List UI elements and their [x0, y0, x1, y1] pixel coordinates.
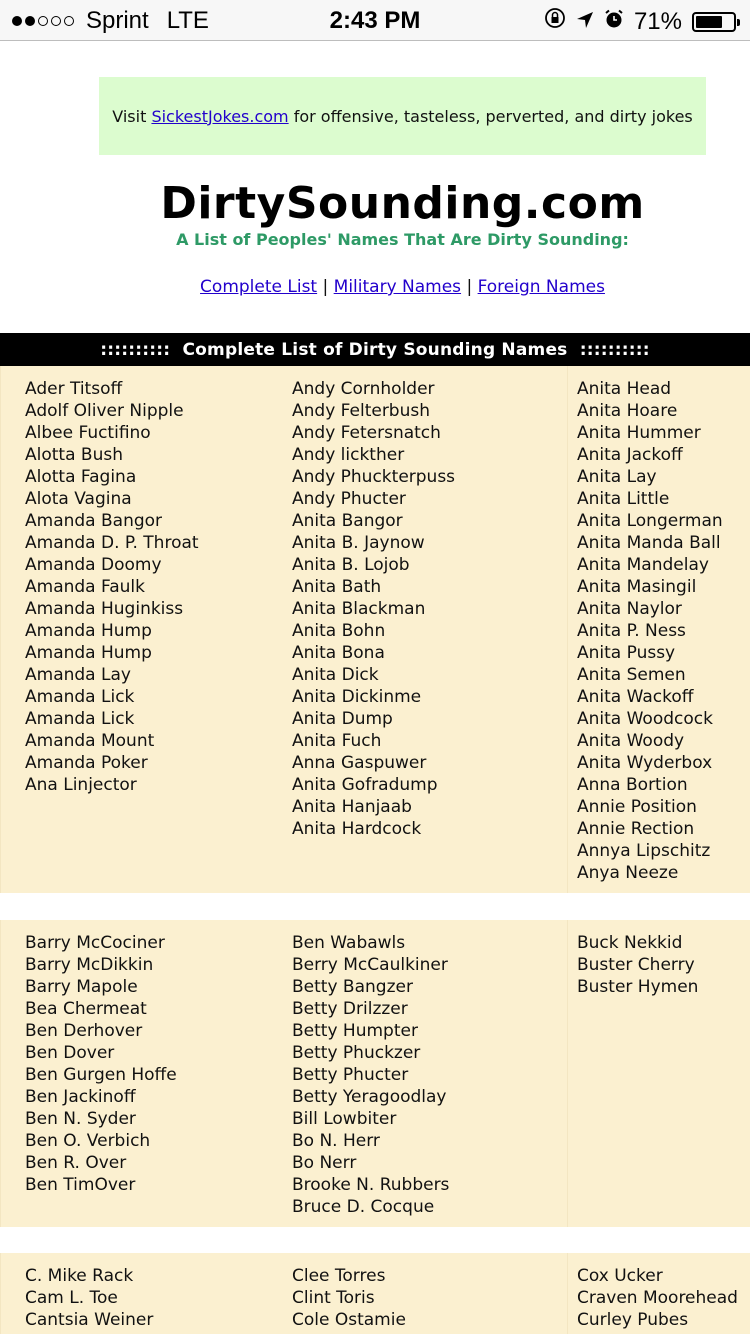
name-item: Cam L. Toe [25, 1288, 118, 1308]
names-column-2 [283, 366, 567, 893]
name-item: Ana Linjector [25, 775, 137, 795]
name-item: Amanda Lay [25, 665, 131, 685]
name-item: Betty Phucter [292, 1065, 409, 1085]
name-item: Bea Chermeat [25, 999, 147, 1019]
name-item: Barry McCociner [25, 933, 165, 953]
name-item: Anita P. Ness [577, 621, 686, 641]
name-item: Anita Hardcock [292, 819, 422, 839]
name-item: Ader Titsoff [25, 379, 123, 399]
name-item: Amanda Doomy [25, 555, 162, 575]
name-item: Amanda D. P. Throat [25, 533, 199, 553]
name-item: Betty Yeragoodlay [292, 1087, 447, 1107]
name-item: Anita Fuch [292, 731, 382, 751]
name-item: Betty Bangzer [292, 977, 413, 997]
status-bar [0, 0, 750, 41]
name-item: Cole Ostamie [292, 1310, 406, 1330]
name-item: Annya Lipschitz [577, 841, 711, 861]
name-item: Anita Dump [292, 709, 393, 729]
orientation-lock-icon [544, 7, 566, 36]
name-item: Buck Nekkid [577, 933, 683, 953]
name-item: Adolf Oliver Nipple [25, 401, 184, 421]
names-column-1 [0, 920, 283, 1227]
name-item: Anita Mandelay [577, 555, 709, 575]
names-column-3 [567, 1253, 750, 1334]
name-item: Amanda Lick [25, 709, 135, 729]
name-item: Anita Masingil [577, 577, 697, 597]
name-item: Amanda Poker [25, 753, 148, 773]
name-item: Anita B. Lojob [292, 555, 410, 575]
names-column-1 [0, 366, 283, 893]
name-item: Bruce D. Cocque [292, 1197, 435, 1217]
status-right [544, 7, 736, 36]
name-item: Ben O. Verbich [25, 1131, 151, 1151]
name-item: Andy Phucter [292, 489, 406, 509]
name-item: Alotta Bush [25, 445, 123, 465]
name-item: Anita Naylor [577, 599, 682, 619]
name-item: Amanda Hump [25, 643, 152, 663]
name-item: Anita Woody [577, 731, 685, 751]
name-item: Cox Ucker [577, 1266, 663, 1286]
name-item: Ben Dover [25, 1043, 115, 1063]
name-item: Anita Woodcock [577, 709, 713, 729]
name-item: Ben Wabawls [292, 933, 406, 953]
name-item: Ben TimOver [25, 1175, 136, 1195]
names-column-2 [283, 920, 567, 1227]
name-item: Anita Little [577, 489, 670, 509]
names-column-3 [567, 366, 750, 893]
location-arrow-icon [576, 8, 594, 36]
name-item: Amanda Mount [25, 731, 155, 751]
name-item: Betty Phuckzer [292, 1043, 421, 1063]
name-item: Anita Dickinme [292, 687, 422, 707]
name-item: Alota Vagina [25, 489, 132, 509]
names-block-a [0, 366, 750, 893]
list-header: :::::::::: Complete List of Dirty Sounding Names :::::::::: [0, 333, 750, 366]
name-item: Andy Cornholder [292, 379, 435, 399]
name-item: Bill Lowbiter [292, 1109, 397, 1129]
name-item: Anita Semen [577, 665, 686, 685]
name-item: Betty Drilzzer [292, 999, 408, 1019]
nav-separator: | [466, 277, 473, 297]
name-item: Bo Nerr [292, 1153, 357, 1173]
alarm-icon [604, 8, 624, 36]
name-item: Betty Humpter [292, 1021, 418, 1041]
name-item: Buster Hymen [577, 977, 699, 997]
name-item: Anita Hanjaab [292, 797, 412, 817]
name-item: Anita Wackoff [577, 687, 694, 707]
name-item: Andy Phuckterpuss [292, 467, 456, 487]
name-item: Amanda Lick [25, 687, 135, 707]
name-item: Anita Pussy [577, 643, 676, 663]
name-item: Curley Pubes [577, 1310, 689, 1330]
name-item: Anita B. Jaynow [292, 533, 425, 553]
name-item: Anita Bangor [292, 511, 403, 531]
name-item: Cantsia Weiner [25, 1310, 154, 1330]
name-item: Anita Bohn [292, 621, 386, 641]
name-item: Anita Hoare [577, 401, 678, 421]
battery-icon [692, 12, 736, 32]
name-item: Buster Cherry [577, 955, 695, 975]
nav-complete-list[interactable]: Complete List [200, 277, 318, 297]
ad-banner [99, 77, 706, 155]
name-item: Anita Hummer [577, 423, 701, 443]
names-column-2 [283, 1253, 567, 1334]
name-item: Alotta Fagina [25, 467, 137, 487]
name-item: Andy Felterbush [292, 401, 431, 421]
name-item: Amanda Faulk [25, 577, 145, 597]
name-item: Clint Toris [292, 1288, 375, 1308]
name-item: Brooke N. Rubbers [292, 1175, 450, 1195]
name-item: C. Mike Rack [25, 1266, 134, 1286]
name-item: Anita Lay [577, 467, 657, 487]
network-label: LTE [166, 7, 209, 34]
name-item: Ben Derhover [25, 1021, 143, 1041]
name-item: Anya Neeze [577, 863, 679, 883]
name-item: Amanda Bangor [25, 511, 163, 531]
nav-links [0, 277, 750, 297]
nav-separator: | [322, 277, 329, 297]
name-item: Ben R. Over [25, 1153, 127, 1173]
name-item: Anna Gaspuwer [292, 753, 427, 773]
name-item: Anita Jackoff [577, 445, 683, 465]
name-item: Andy Fetersnatch [292, 423, 441, 443]
name-item: Albee Fuctifino [25, 423, 151, 443]
name-item: Anita Bona [292, 643, 385, 663]
banner-prefix: Visit [112, 106, 152, 126]
name-item: Anita Bath [292, 577, 382, 597]
name-item: Ben N. Syder [25, 1109, 136, 1129]
names-block-c [0, 1253, 750, 1334]
name-item: Annie Position [577, 797, 697, 817]
site-title: DirtySounding.com [160, 178, 645, 229]
name-item: Amanda Hump [25, 621, 152, 641]
names-column-1 [0, 1253, 283, 1334]
names-block-b [0, 920, 750, 1227]
site-subtitle: A List of Peoples' Names That Are Dirty Sounding: [176, 230, 629, 249]
name-item: Berry McCaulkiner [292, 955, 448, 975]
name-item: Annie Rection [577, 819, 695, 839]
name-item: Anita Manda Ball [577, 533, 721, 553]
name-item: Anita Longerman [577, 511, 723, 531]
carrier-label: Sprint [86, 7, 149, 34]
name-item: Craven Moorehead [577, 1288, 738, 1308]
name-item: Barry McDikkin [25, 955, 154, 975]
name-item: Ben Jackinoff [25, 1087, 136, 1107]
name-item: Clee Torres [292, 1266, 386, 1286]
name-item: Anna Bortion [577, 775, 688, 795]
name-item: Anita Dick [292, 665, 379, 685]
clock: 2:43 PM [329, 7, 421, 34]
name-item: Amanda Huginkiss [25, 599, 184, 619]
name-item: Andy lickther [292, 445, 405, 465]
nav-military-names[interactable]: Military Names [333, 277, 462, 297]
nav-foreign-names[interactable]: Foreign Names [477, 277, 605, 297]
sickestjokes-link[interactable]: SickestJokes.com [151, 106, 289, 126]
name-item: Bo N. Herr [292, 1131, 380, 1151]
name-item: Anita Blackman [292, 599, 426, 619]
banner-suffix: for offensive, tasteless, perverted, and dirty jokes [288, 106, 693, 126]
name-item: Anita Wyderbox [577, 753, 713, 773]
names-column-3 [567, 920, 750, 1227]
name-item: Anita Head [577, 379, 672, 399]
name-item: Anita Gofradump [292, 775, 438, 795]
name-item: Ben Gurgen Hoffe [25, 1065, 177, 1085]
battery-percent: 71% [633, 7, 682, 35]
name-item: Barry Mapole [25, 977, 138, 997]
